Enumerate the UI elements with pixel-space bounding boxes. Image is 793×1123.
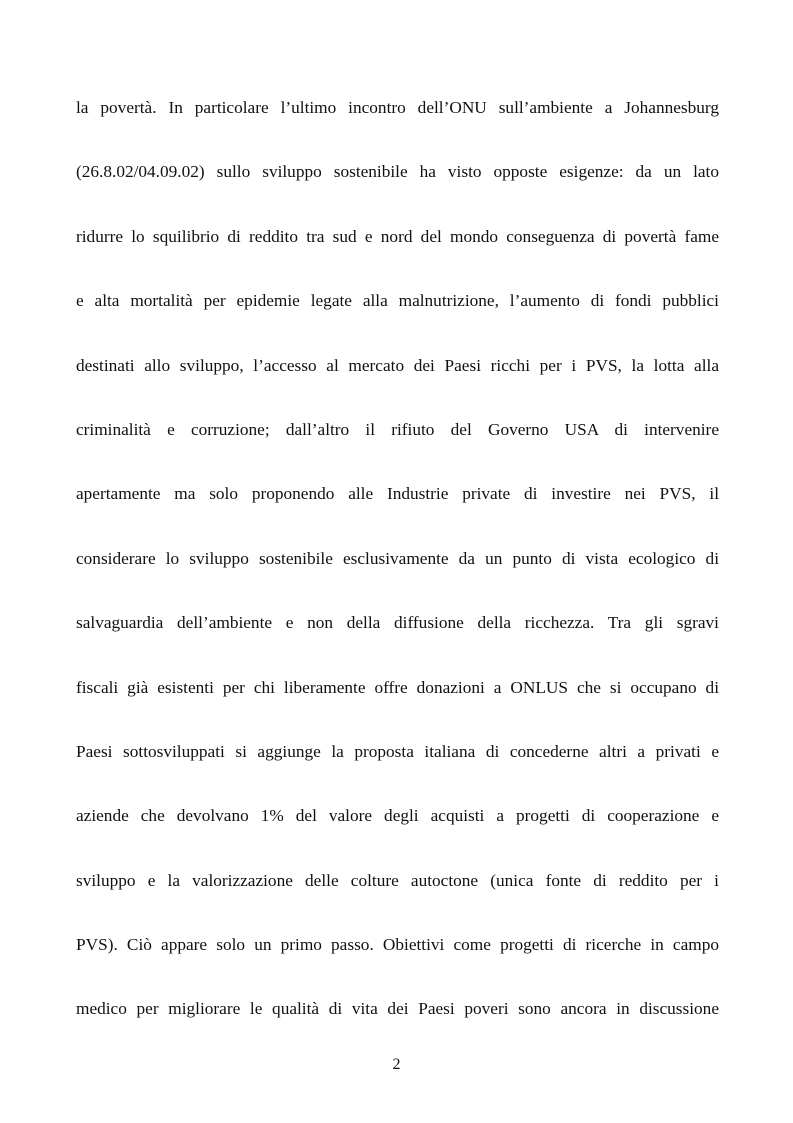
- text-line: ridurre lo squilibrio di reddito tra sud e nord del mondo conseguenza di povertà fame: [76, 226, 719, 246]
- page-number: 2: [392, 1056, 401, 1073]
- text-line: criminalità e corruzione; dall’altro il rifiuto del Governo USA di intervenire: [76, 419, 719, 439]
- text-line: la povertà. In particolare l’ultimo incontro dell’ONU sull’ambiente a Johannesburg: [76, 98, 719, 117]
- text-line: medico per migliorare le qualità di vita dei Paesi poveri sono ancora in discussione: [76, 999, 719, 1019]
- text-line: salvaguardia dell’ambiente e non della diffusione della ricchezza. Tra gli sgravi: [76, 613, 719, 633]
- text-line: destinati allo sviluppo, l’accesso al mercato dei Paesi ricchi per i PVS, la lotta alla: [76, 355, 719, 375]
- text-line: considerare lo sviluppo sostenibile esclusivamente da un punto di vista ecologico di: [76, 548, 719, 568]
- text-line: Paesi sottosviluppati si aggiunge la proposta italiana di concederne altri a privati e: [76, 741, 719, 761]
- text-line: sviluppo e la valorizzazione delle colture autoctone (unica fonte di reddito per i: [76, 870, 719, 890]
- text-line: aziende che devolvano 1% del valore degli acquisti a progetti di cooperazione e: [76, 806, 719, 826]
- text-line: fiscali già esistenti per chi liberamente offre donazioni a ONLUS che si occupano di: [76, 677, 719, 697]
- text-line: e alta mortalità per epidemie legate alla malnutrizione, l’aumento di fondi pubblici: [76, 291, 719, 311]
- text-line: apertamente ma solo proponendo alle Industrie private di investire nei PVS, il: [76, 484, 719, 504]
- body-text: [76, 92, 719, 1058]
- text-line: (26.8.02/04.09.02) sullo sviluppo sostenibile ha visto opposte esigenze: da un lato: [76, 162, 719, 182]
- text-line: PVS). Ciò appare solo un primo passo. Obiettivi come progetti di ricerche in campo: [76, 935, 719, 955]
